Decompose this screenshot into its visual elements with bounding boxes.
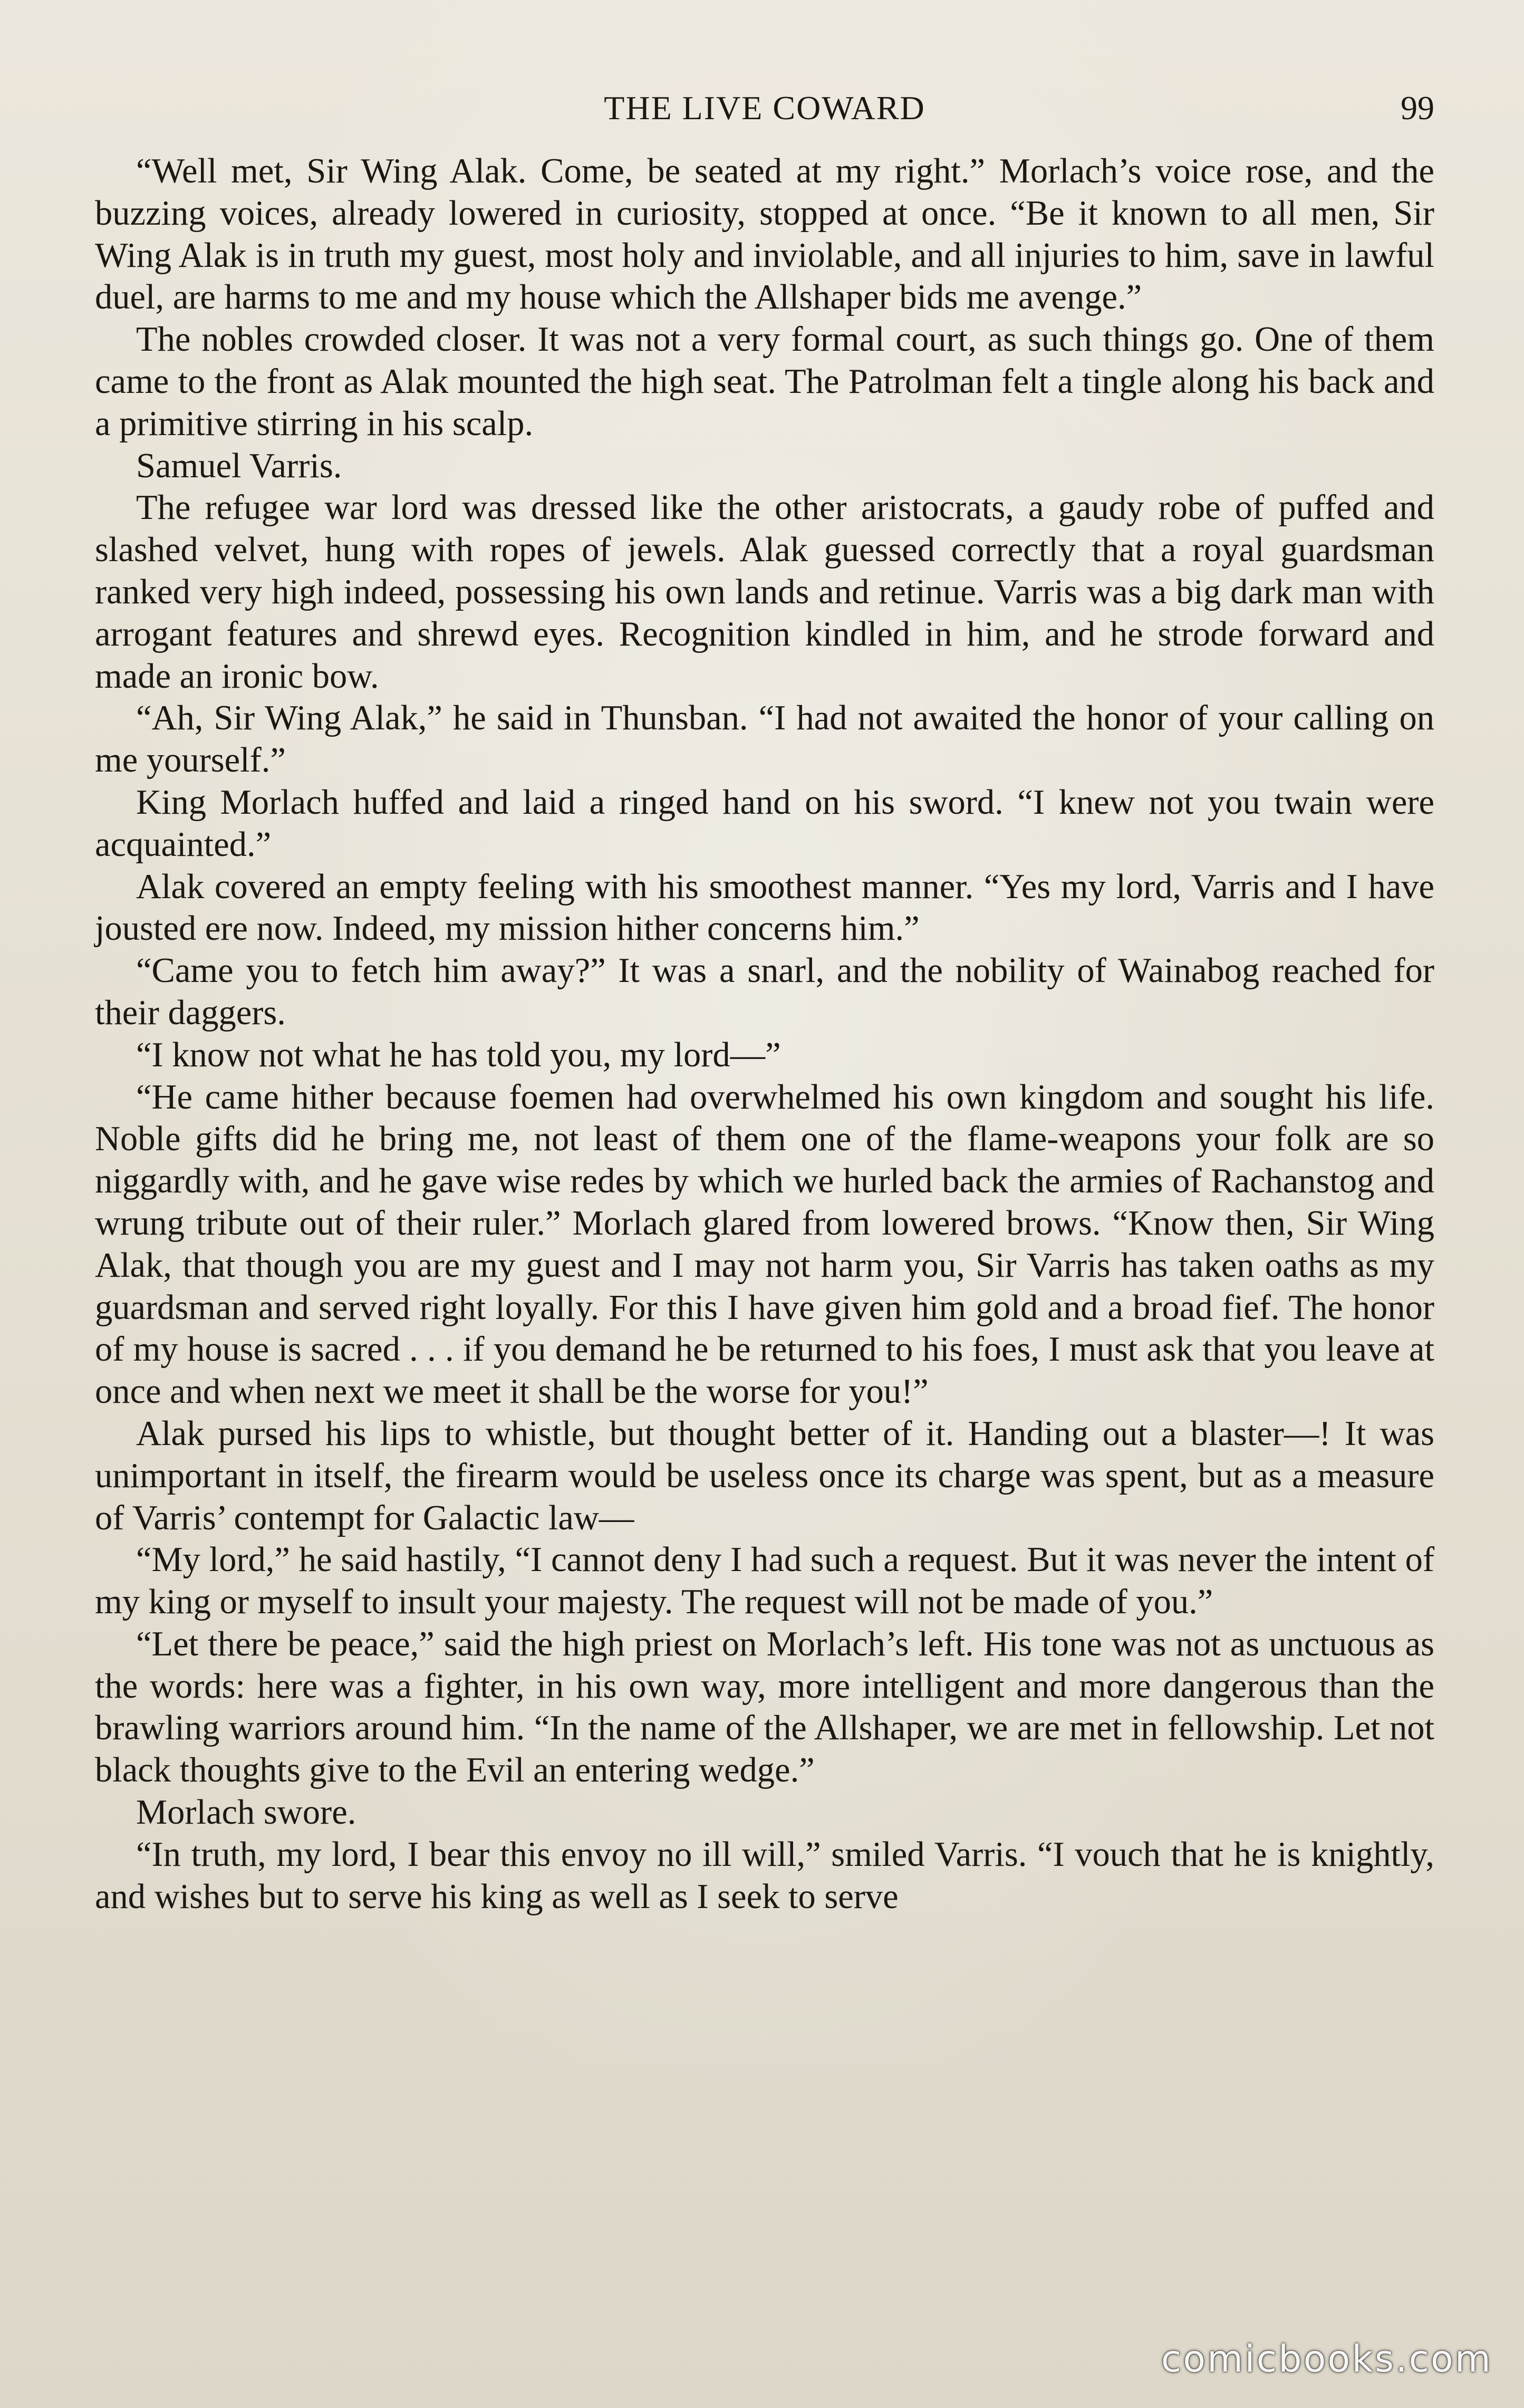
paragraph: Morlach swore. — [136, 1793, 356, 1832]
watermark: comicbooks.com — [1161, 2337, 1492, 2381]
paragraph: Alak covered an empty feeling with his smoothest manner. “Yes my lord, Varris and I have jousted ere now. Indeed, my mission hither concerns him.” — [95, 867, 1434, 948]
paragraph: “Let there be peace,” said the high priest on Morlach’s left. His tone was not as unctuous as the words: here was a fighter, in his own way, more intelligent and more dangerous than the brawling warriors around him. “In the name of the Allshaper, we are met in fellowship. Let not black thoughts give to the Evil an entering wedge.” — [95, 1624, 1434, 1790]
paragraph: The nobles crowded closer. It was not a very formal court, as such things go. One of them came to the front as Alak mounted the high seat. The Patrolman felt a tingle along his back and a primitive stirring in his scalp. — [95, 320, 1434, 443]
paragraph: “He came hither because foemen had overwhelmed his own kingdom and sought his life. Noble gifts did he bring me, not least of them one of the flame-weapons your folk are so niggardly with, and he gave wise redes by which we hurled back the armies of Rachanstog and wrung tribute out of their ruler.” Morlach glared from lowered brows. “Know then, Sir Wing Alak, that though you are my guest and I may not harm you, Sir Varris has taken oaths as my guardsman and served right loyally. For this I have given him gold and a broad fief. The honor of my house is sacred . . . if you demand he be returned to his foes, I must ask that you leave at once and when next we meet it shall be the worse for you!” — [95, 1077, 1434, 1411]
paragraph: “I know not what he has told you, my lord—” — [136, 1035, 781, 1074]
paragraph: “Came you to fetch him away?” It was a snarl, and the nobility of Wainabog reached for their daggers. — [95, 951, 1434, 1032]
paragraph: Samuel Varris. — [136, 446, 342, 485]
paragraph: “Well met, Sir Wing Alak. Come, be seated at my right.” Morlach’s voice rose, and the buzzing voices, already lowered in curiosity, stopped at once. “Be it known to all men, Sir Wing Alak is in truth my guest, most holy and inviolable, and all injuries to him, save in lawful duel, are harms to me and my house which the Allshaper bids me avenge.” — [95, 152, 1434, 317]
page-header — [95, 87, 1434, 129]
running-title: THE LIVE COWARD — [604, 89, 925, 127]
paragraph: The refugee war lord was dressed like the other aristocrats, a gaudy robe of puffed and slashed velvet, hung with ropes of jewels. Alak guessed correctly that a royal guardsman ranked very high indeed, possessing his own lands and retinue. Varris was a big dark man with arrogant features and shrewd eyes. Recognition kindled in him, and he strode forward and made an ironic bow. — [95, 488, 1434, 696]
page-number: 99 — [1401, 89, 1434, 127]
paragraph: King Morlach huffed and laid a ringed hand on his sword. “I knew not you twain were acquainted.” — [95, 783, 1434, 864]
paragraph: “Ah, Sir Wing Alak,” he said in Thunsban. “I had not awaited the honor of your calling on me yourself.” — [95, 699, 1434, 780]
paragraph: “My lord,” he said hastily, “I cannot deny I had such a request. But it was never the intent of my king or myself to insult your majesty. The request will not be made of you.” — [95, 1540, 1434, 1622]
body-text — [95, 150, 1434, 1918]
paragraph: Alak pursed his lips to whistle, but thought better of it. Handing out a blaster—! It was unimportant in itself, the firearm would be useless once its charge was spent, but as a measure of Varris’ contempt for Galactic law— — [95, 1414, 1434, 1537]
paragraph: “In truth, my lord, I bear this envoy no ill will,” smiled Varris. “I vouch that he is knightly, and wishes but to serve his king as well as I seek to serve — [95, 1835, 1434, 1916]
